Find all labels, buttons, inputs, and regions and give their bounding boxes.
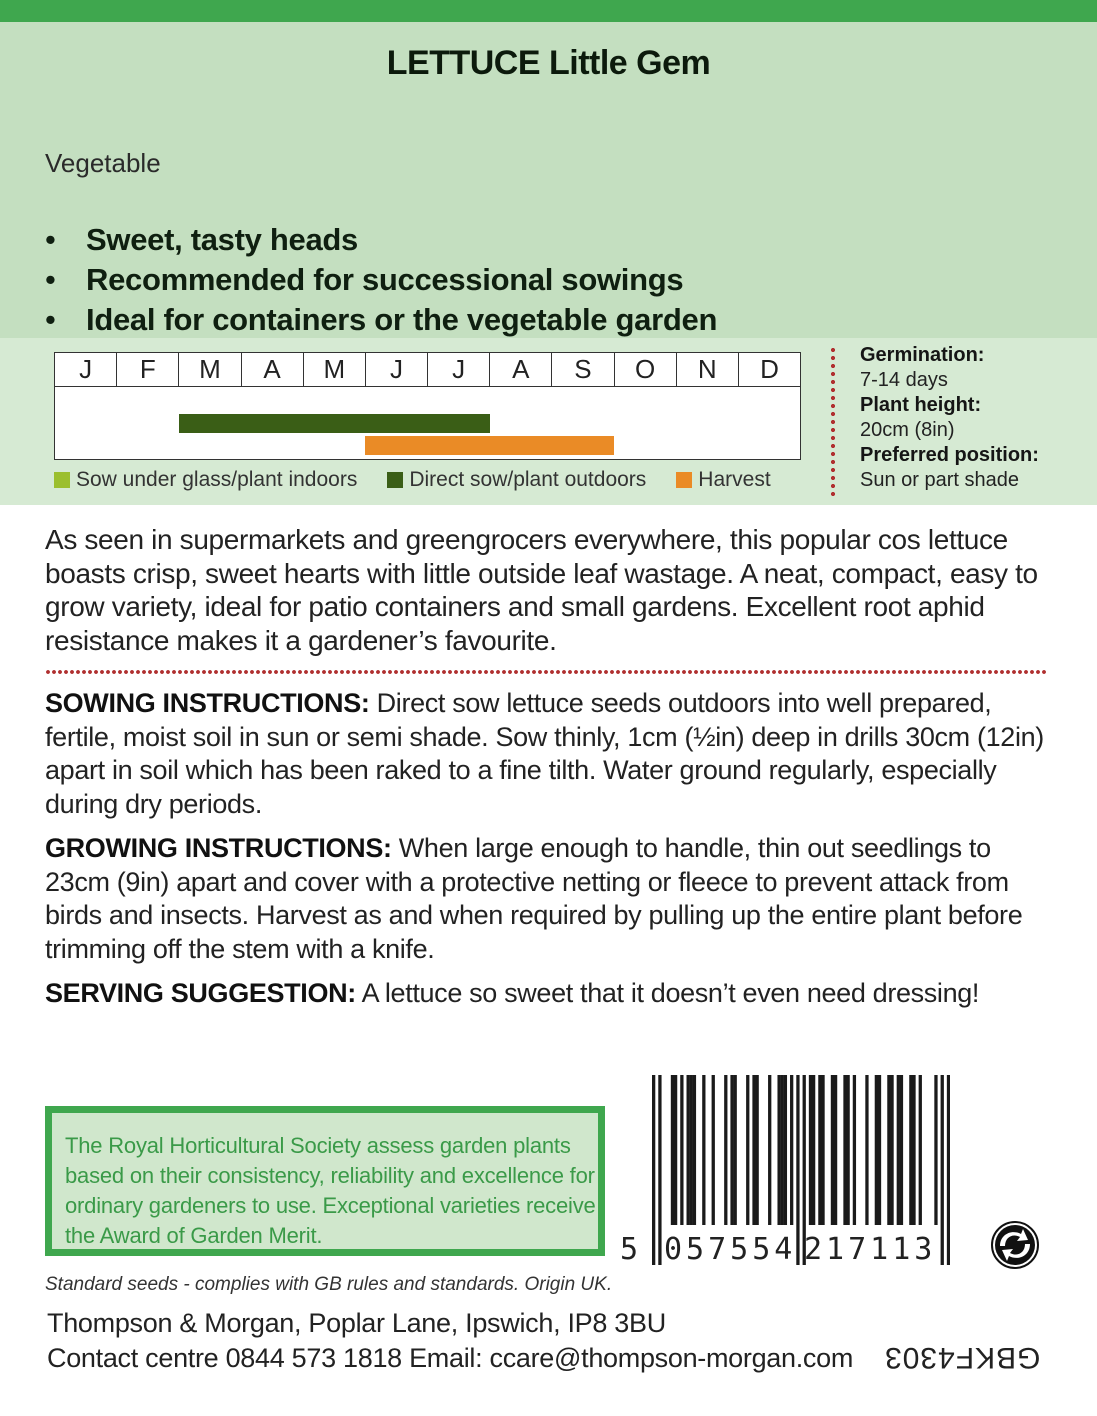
barcode-bar bbox=[730, 1075, 733, 1225]
barcode-bar bbox=[853, 1075, 856, 1225]
barcode-bar bbox=[831, 1075, 834, 1225]
month-label: J bbox=[428, 353, 490, 386]
barcode-first-digit: 5 bbox=[620, 1232, 643, 1267]
barcode-bar bbox=[752, 1075, 755, 1225]
barcode-bar bbox=[756, 1075, 759, 1225]
barcode-left-digits: 057554 bbox=[664, 1232, 797, 1267]
barcode-bar bbox=[781, 1075, 784, 1225]
company-address: Thompson & Morgan, Poplar Lane, Ipswich, IP8 3BU bbox=[47, 1308, 666, 1338]
standard-seeds-note: Standard seeds - complies with GB rules and standards. Origin UK. bbox=[45, 1274, 613, 1295]
fact-label: Plant height: bbox=[860, 394, 982, 416]
fact-value: 7-14 days bbox=[860, 369, 948, 391]
legend-item-harvest: Harvest bbox=[676, 468, 770, 492]
barcode-bar bbox=[875, 1075, 878, 1225]
legend-item-sow-under-glass: Sow under glass/plant indoors bbox=[54, 468, 357, 492]
barcode-bar bbox=[919, 1075, 922, 1225]
barcode-bar bbox=[897, 1075, 900, 1225]
barcode-bar bbox=[878, 1075, 881, 1225]
legend-swatch bbox=[387, 472, 403, 488]
barcode-bar bbox=[843, 1075, 846, 1225]
month-label: S bbox=[552, 353, 614, 386]
product-description: As seen in supermarkets and greengrocers everywhere, this popular cos lettuce boasts crisp, sweet hearts with little outside leaf wastage. A neat, compact, easy to grow variety, ideal for patio containers and small gardens. Excellent root aphid resistance makes it a gardener’s favourite. bbox=[45, 524, 1038, 656]
legend-item-direct-sow: Direct sow/plant outdoors bbox=[387, 468, 646, 492]
barcode-bar bbox=[702, 1075, 705, 1225]
direct-sow-bar bbox=[179, 414, 489, 433]
dotted-divider-horizontal bbox=[45, 669, 1048, 675]
barcode-bar bbox=[900, 1075, 903, 1225]
calendar-months bbox=[55, 353, 800, 387]
green-dot-recycle-icon bbox=[990, 1220, 1040, 1270]
product-title: LETTUCE Little Gem bbox=[386, 44, 711, 82]
barcode-right-digits: 217113 bbox=[804, 1232, 937, 1267]
section-heading: SOWING INSTRUCTIONS: bbox=[45, 688, 370, 718]
barcode-bar bbox=[724, 1075, 727, 1225]
dotted-divider-vertical bbox=[830, 346, 836, 498]
feature-item: • Sweet, tasty heads bbox=[45, 220, 717, 260]
sowing-calendar bbox=[54, 352, 801, 460]
barcode-bar bbox=[784, 1075, 787, 1225]
rhs-award-box bbox=[45, 1106, 605, 1256]
barcode-bar bbox=[680, 1075, 683, 1225]
barcode-bar bbox=[796, 1075, 799, 1265]
month-label: M bbox=[304, 353, 366, 386]
barcode-bar bbox=[818, 1075, 821, 1225]
barcode-bar bbox=[712, 1075, 715, 1225]
month-label: N bbox=[677, 353, 739, 386]
barcode-bar bbox=[865, 1075, 868, 1225]
rhs-note: The Royal Horticultural Society assess garden plants based on their consistency, reliability and excellence for ordinary gardeners to use. Exceptional varieties receive the Award of Garden Merit. bbox=[65, 1133, 596, 1248]
month-label: A bbox=[242, 353, 304, 386]
barcode-bar bbox=[790, 1075, 793, 1225]
barcode-bar bbox=[846, 1075, 849, 1225]
product-code: GBKF4303 bbox=[884, 1341, 1041, 1374]
fact-value: Sun or part shade bbox=[860, 469, 1019, 491]
legend-swatch bbox=[676, 472, 692, 488]
barcode-bar bbox=[652, 1075, 655, 1265]
serving-suggestion: SERVING SUGGESTION: A lettuce so sweet that it doesn’t even need dressing! bbox=[45, 978, 980, 1008]
barcode-bar bbox=[934, 1075, 937, 1225]
month-label: A bbox=[490, 353, 552, 386]
fact-label: Preferred position: bbox=[860, 444, 1039, 466]
feature-item: • Ideal for containers or the vegetable garden bbox=[45, 300, 717, 340]
contact-details: Contact centre 0844 573 1818 Email: ccare@thompson-morgan.com bbox=[47, 1343, 854, 1373]
product-category: Vegetable bbox=[45, 148, 161, 178]
month-label: O bbox=[615, 353, 677, 386]
barcode-bar bbox=[777, 1075, 780, 1225]
section-heading: GROWING INSTRUCTIONS: bbox=[45, 833, 392, 863]
barcode-bar bbox=[671, 1075, 674, 1225]
growing-instructions: GROWING INSTRUCTIONS: When large enough to handle, thin out seedlings to 23cm (9in) apart and cover with a protective netting or fleece to prevent attack from birds and insects. Harvest as and when required by pulling up the entire plant before trimming off the stem with a knife. bbox=[45, 833, 1023, 964]
barcode-bar bbox=[947, 1075, 950, 1265]
barcode-bar bbox=[909, 1075, 912, 1225]
barcode-bar bbox=[890, 1075, 893, 1225]
month-label: F bbox=[117, 353, 179, 386]
legend-swatch bbox=[54, 472, 70, 488]
barcode-bar bbox=[821, 1075, 824, 1225]
barcode-bar bbox=[746, 1075, 749, 1225]
month-label: D bbox=[760, 354, 779, 384]
barcode-bar bbox=[687, 1075, 690, 1225]
bullet-icon: • bbox=[45, 222, 56, 257]
calendar-legend bbox=[54, 468, 801, 492]
section-heading: SERVING SUGGESTION: bbox=[45, 978, 356, 1008]
bullet-icon: • bbox=[45, 302, 56, 337]
barcode-bar bbox=[768, 1075, 771, 1225]
barcode-bar bbox=[834, 1075, 837, 1225]
feature-item: • Recommended for successional sowings bbox=[45, 260, 717, 300]
feature-list bbox=[45, 220, 717, 340]
barcode-bar bbox=[809, 1075, 812, 1225]
barcode-bar bbox=[887, 1075, 890, 1225]
barcode-bar bbox=[690, 1075, 693, 1225]
barcode-bar bbox=[941, 1075, 944, 1265]
fact-value: 20cm (8in) bbox=[860, 419, 955, 441]
barcode-bar bbox=[812, 1075, 815, 1225]
barcode-bar bbox=[693, 1075, 696, 1225]
barcode-bar bbox=[674, 1075, 677, 1225]
plant-facts bbox=[860, 343, 1039, 493]
top-brand-bar bbox=[0, 0, 1097, 22]
barcode-bar bbox=[658, 1075, 661, 1265]
bullet-icon: • bbox=[45, 262, 56, 297]
harvest-bar bbox=[365, 436, 613, 455]
month-label: M bbox=[179, 353, 241, 386]
fact-label: Germination: bbox=[860, 344, 985, 366]
company-address-block bbox=[47, 1306, 853, 1376]
month-label: J bbox=[366, 353, 428, 386]
barcode-bar bbox=[734, 1075, 737, 1225]
barcode-bar bbox=[912, 1075, 915, 1225]
sowing-instructions: SOWING INSTRUCTIONS: Direct sow lettuce seeds outdoors into well prepared, fertile, moist soil in sun or semi shade. Sow thinly, 1cm (½in) deep in drills 30cm (12in) apart in soil which has been raked to a fine tilth. Water ground regularly, especially during dry periods. bbox=[45, 688, 1044, 819]
month-label: J bbox=[55, 353, 117, 386]
